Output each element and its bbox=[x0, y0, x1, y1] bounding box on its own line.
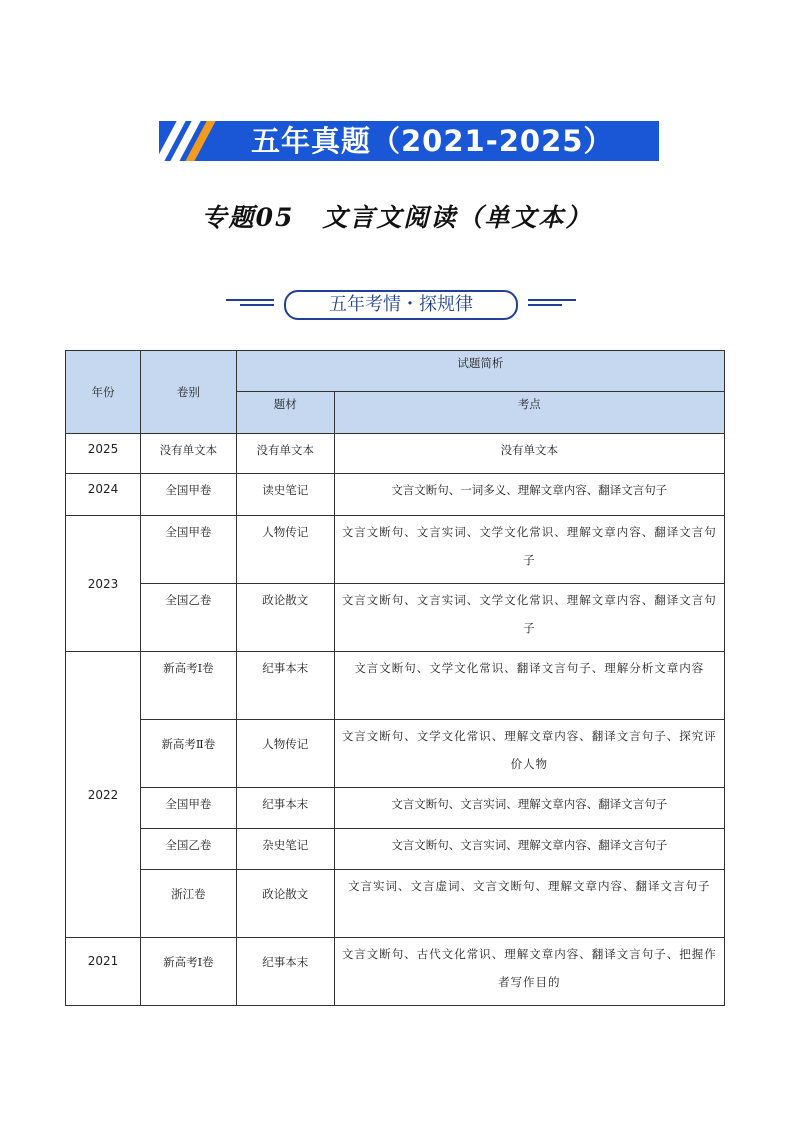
paper-cell: 全国乙卷 bbox=[140, 584, 236, 652]
paper-cell: 浙江卷 bbox=[140, 870, 236, 938]
material-cell: 纪事本末 bbox=[236, 788, 334, 829]
section-heading-pill: 五年考情・探规律 bbox=[284, 290, 518, 320]
subject-number: 专题05 bbox=[201, 203, 295, 232]
table-row bbox=[66, 652, 725, 720]
year-cell: 2021 bbox=[66, 938, 141, 1006]
paper-cell: 全国甲卷 bbox=[140, 516, 236, 584]
table-row bbox=[66, 474, 725, 516]
material-cell: 政论散文 bbox=[236, 870, 334, 938]
points-cell: 文言文断句、文学文化常识、翻译文言句子、理解分析文章内容 bbox=[334, 652, 724, 720]
material-cell: 纪事本末 bbox=[236, 938, 334, 1006]
material-cell: 读史笔记 bbox=[236, 474, 334, 516]
header-year: 年份 bbox=[66, 351, 141, 434]
section-heading bbox=[226, 290, 576, 320]
material-cell: 人物传记 bbox=[236, 516, 334, 584]
material-cell: 人物传记 bbox=[236, 720, 334, 788]
material-cell: 政论散文 bbox=[236, 584, 334, 652]
points-cell: 文言实词、文言虚词、文言文断句、理解文章内容、翻译文言句子 bbox=[334, 870, 724, 938]
paper-cell: 新高考Ⅰ卷 bbox=[140, 652, 236, 720]
paper-cell: 没有单文本 bbox=[140, 434, 236, 474]
right-line-decoration bbox=[528, 299, 576, 309]
banner-title: 五年真题（2021-2025） bbox=[251, 124, 614, 158]
material-cell: 纪事本末 bbox=[236, 652, 334, 720]
header-material: 题材 bbox=[236, 392, 334, 434]
points-cell: 文言文断句、文言实词、文学文化常识、理解文章内容、翻译文言句子 bbox=[334, 516, 724, 584]
points-cell: 没有单文本 bbox=[334, 434, 724, 474]
points-cell: 文言文断句、文学文化常识、理解文章内容、翻译文言句子、探究评价人物 bbox=[334, 720, 724, 788]
paper-cell: 新高考Ⅰ卷 bbox=[140, 938, 236, 1006]
year-cell: 2022 bbox=[66, 652, 141, 938]
table-row bbox=[66, 870, 725, 938]
year-cell: 2023 bbox=[66, 516, 141, 652]
table-row bbox=[66, 720, 725, 788]
title-banner bbox=[159, 121, 659, 161]
paper-cell: 全国乙卷 bbox=[140, 829, 236, 870]
material-cell: 杂史笔记 bbox=[236, 829, 334, 870]
table-row bbox=[66, 516, 725, 584]
table-row bbox=[66, 584, 725, 652]
table-row bbox=[66, 938, 725, 1006]
points-cell: 文言文断句、一词多义、理解文章内容、翻译文言句子 bbox=[334, 474, 724, 516]
exam-analysis-table bbox=[65, 350, 725, 1006]
paper-cell: 全国甲卷 bbox=[140, 474, 236, 516]
year-cell: 2025 bbox=[66, 434, 141, 474]
material-cell: 没有单文本 bbox=[236, 434, 334, 474]
points-cell: 文言文断句、古代文化常识、理解文章内容、翻译文言句子、把握作者写作目的 bbox=[334, 938, 724, 1006]
subject-heading bbox=[0, 198, 794, 234]
table-row bbox=[66, 788, 725, 829]
year-cell: 2024 bbox=[66, 474, 141, 516]
points-cell: 文言文断句、文言实词、理解文章内容、翻译文言句子 bbox=[334, 829, 724, 870]
header-analysis: 试题简析 bbox=[236, 351, 724, 392]
header-paper: 卷别 bbox=[140, 351, 236, 434]
paper-cell: 全国甲卷 bbox=[140, 788, 236, 829]
table-row bbox=[66, 434, 725, 474]
table-row bbox=[66, 829, 725, 870]
header-points: 考点 bbox=[334, 392, 724, 434]
subject-name: 文言文阅读（单文本） bbox=[322, 203, 593, 232]
paper-cell: 新高考Ⅱ卷 bbox=[140, 720, 236, 788]
points-cell: 文言文断句、文言实词、理解文章内容、翻译文言句子 bbox=[334, 788, 724, 829]
left-line-decoration bbox=[226, 299, 274, 309]
points-cell: 文言文断句、文言实词、文学文化常识、理解文章内容、翻译文言句子 bbox=[334, 584, 724, 652]
